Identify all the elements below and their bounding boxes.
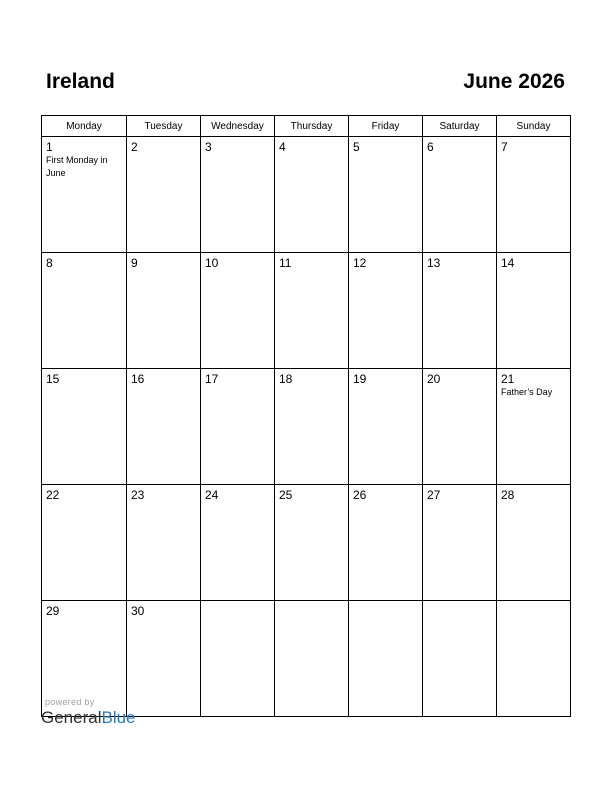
day-number: 7	[501, 140, 508, 154]
day-cell	[423, 137, 497, 253]
day-number: 25	[279, 488, 293, 502]
day-cell	[497, 137, 571, 253]
day-cell	[127, 485, 201, 601]
logo-blue-text: Blue	[101, 708, 136, 727]
weekday-header-row	[42, 116, 571, 137]
day-cell	[497, 485, 571, 601]
day-cell	[275, 137, 349, 253]
day-cell	[349, 137, 423, 253]
holiday-label: First Monday in June	[46, 155, 108, 178]
day-cell	[201, 601, 275, 717]
day-cell	[127, 601, 201, 717]
day-cell	[349, 253, 423, 369]
weekday-header: Sunday	[497, 116, 571, 137]
day-cell	[349, 601, 423, 717]
day-cell	[497, 369, 571, 485]
day-number: 8	[46, 256, 53, 270]
holiday-label: Father’s Day	[501, 387, 553, 397]
day-number: 14	[501, 256, 515, 270]
day-cell	[497, 253, 571, 369]
day-number: 21	[501, 372, 515, 386]
calendar-week-row	[42, 601, 571, 717]
day-number: 13	[427, 256, 441, 270]
day-cell	[275, 485, 349, 601]
weekday-header: Friday	[349, 116, 423, 137]
day-number: 29	[46, 604, 60, 618]
powered-by-label: powered by	[45, 697, 95, 707]
day-number: 3	[205, 140, 212, 154]
day-number: 10	[205, 256, 219, 270]
weekday-header: Tuesday	[127, 116, 201, 137]
day-cell	[42, 485, 127, 601]
day-cell	[349, 485, 423, 601]
day-number: 23	[131, 488, 145, 502]
day-cell	[42, 137, 127, 253]
day-number: 20	[427, 372, 441, 386]
day-number: 12	[353, 256, 367, 270]
day-cell	[127, 253, 201, 369]
weekday-header: Wednesday	[201, 116, 275, 137]
day-number: 16	[131, 372, 145, 386]
calendar-week-row	[42, 485, 571, 601]
day-cell	[127, 369, 201, 485]
day-number: 22	[46, 488, 60, 502]
logo-general-text: General	[41, 708, 102, 727]
day-cell	[423, 253, 497, 369]
weekday-header: Saturday	[423, 116, 497, 137]
day-cell	[201, 137, 275, 253]
day-cell	[275, 253, 349, 369]
day-number: 30	[131, 604, 145, 618]
day-cell	[423, 485, 497, 601]
day-number: 6	[427, 140, 434, 154]
day-number: 11	[279, 256, 292, 270]
calendar-grid	[41, 115, 571, 717]
day-number: 4	[279, 140, 286, 154]
day-number: 17	[205, 372, 219, 386]
day-cell	[275, 369, 349, 485]
day-cell	[201, 369, 275, 485]
calendar-week-row	[42, 369, 571, 485]
day-number: 19	[353, 372, 367, 386]
day-cell	[423, 601, 497, 717]
day-number: 5	[353, 140, 360, 154]
day-cell	[497, 601, 571, 717]
day-cell	[201, 485, 275, 601]
day-cell	[201, 253, 275, 369]
weekday-header: Thursday	[275, 116, 349, 137]
calendar-body	[42, 137, 571, 717]
day-cell	[275, 601, 349, 717]
day-cell	[423, 369, 497, 485]
day-number: 2	[131, 140, 138, 154]
day-cell	[42, 253, 127, 369]
day-cell	[349, 369, 423, 485]
day-number: 1	[46, 140, 53, 154]
day-cell	[127, 137, 201, 253]
calendar-week-row	[42, 253, 571, 369]
calendar-week-row	[42, 137, 571, 253]
month-year-title: June 2026	[463, 70, 565, 93]
generalblue-logo	[41, 708, 136, 728]
day-number: 18	[279, 372, 293, 386]
day-number: 24	[205, 488, 219, 502]
day-number: 9	[131, 256, 138, 270]
day-number: 27	[427, 488, 441, 502]
weekday-header: Monday	[42, 116, 127, 137]
day-cell	[42, 369, 127, 485]
country-title: Ireland	[46, 70, 115, 93]
day-number: 28	[501, 488, 515, 502]
day-number: 26	[353, 488, 367, 502]
day-number: 15	[46, 372, 60, 386]
